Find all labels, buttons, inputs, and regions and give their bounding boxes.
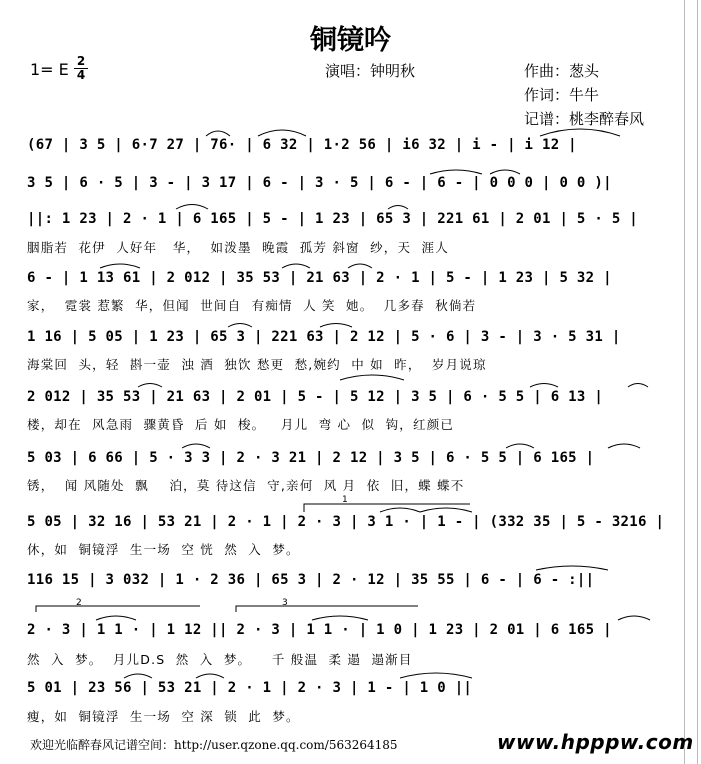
slur xyxy=(312,616,368,620)
margin-rule xyxy=(697,0,698,764)
slur xyxy=(608,444,640,448)
notation-line-2: 3 5 | 6 · 5 | 3 - | 3 17 | 6 - | 3 · 5 | 6 - | 6 - | 0 0 0 | 0 0 )| xyxy=(27,175,612,191)
lyricist-credit: 作词：牛牛 xyxy=(524,86,600,104)
slur xyxy=(320,324,352,328)
margin-rule xyxy=(684,0,685,764)
lyric-line-11: 瘦，如 铜镜浮 生一场 空 深 锁 此 梦。 xyxy=(27,709,300,724)
notation-line-9: 116 15 | 3 032 | 1 · 2 36 | 65 3 | 2 · 12 | 35 55 | 6 - | 6 - :|| xyxy=(27,572,595,588)
slur xyxy=(506,444,534,448)
volta-bracket xyxy=(236,606,418,612)
slur xyxy=(258,130,306,136)
singer-credit: 演唱：钟明秋 xyxy=(325,62,416,80)
notation-line-4: 6 - | 1 13 61 | 2 012 | 35 53 | 21 63 | 2 · 1 | 5 - | 1 23 | 5 32 | xyxy=(27,270,612,286)
slur xyxy=(400,673,472,678)
slur xyxy=(430,170,482,174)
notation-line-7: 5 03 | 6 66 | 5 · 3 3 | 2 · 3 21 | 2 12 | 3 5 | 6 · 5 5 | 6 165 | xyxy=(27,450,595,466)
slur xyxy=(420,508,472,512)
slur xyxy=(282,264,310,268)
lyric-line-8: 休，如 铜镜浮 生一场 空 恍 然 入 梦。 xyxy=(27,542,300,557)
slur xyxy=(530,384,558,388)
lyric-line-6: 楼，却在 风急雨 骤黄昏 后 如 梭。 月儿 弯 心 似 钩，红颜已 xyxy=(27,417,455,432)
slur xyxy=(618,616,650,620)
slur xyxy=(340,375,404,380)
notation-line-1: (67 | 3 5 | 6·7 27 | 76· | 6 32 | 1·2 56 | i6 32 | i - | i 12 | xyxy=(27,137,577,153)
slur xyxy=(490,170,520,174)
lyric-line-10: 然 入 梦。 月儿D.S 然 入 梦。 千 般温 柔 遢 遢渐目 xyxy=(27,652,413,667)
slur xyxy=(540,129,620,136)
key-signature: 1= E xyxy=(30,60,69,79)
lyric-line-5: 海棠回 头，轻 斟一壶 浊 酒 独饮 愁更 愁,婉约 中 如 昨， 岁月说琼 xyxy=(27,357,487,372)
slur xyxy=(388,206,408,210)
lyric-line-3: 胭脂若 花伊 人好年 华， 如泼墨 晚霞 孤芳 斜窗 纱，天 涯人 xyxy=(27,240,449,255)
slur xyxy=(138,384,162,388)
time-signature-top: 2 xyxy=(76,54,86,68)
slur xyxy=(96,616,136,620)
notation-line-6: 2 012 | 35 53 | 21 63 | 2 01 | 5 - | 5 12 | 3 5 | 6 · 5 5 | 6 13 | xyxy=(27,389,604,405)
notation-line-10: 2 · 3 | 1 1 · | 1 12 || 2 · 3 | 1 1 · | 1 0 | 1 23 | 2 01 | 6 165 | xyxy=(27,622,612,638)
slur xyxy=(348,264,372,268)
slur xyxy=(196,674,224,678)
volta-1-label: 1 xyxy=(342,495,348,505)
site-watermark: www.hpppw.com xyxy=(497,730,694,754)
slur xyxy=(176,205,208,210)
volta-bracket xyxy=(36,606,200,612)
song-title: 铜镜吟 xyxy=(310,25,391,56)
slur xyxy=(628,384,648,388)
slur xyxy=(536,566,608,570)
lyric-line-7: 锈， 闻 风随处 飘 泊，莫 待这信 守,亲何 风 月 依 旧，蝶 蝶不 xyxy=(27,478,465,493)
notation-line-8: 5 05 | 32 16 | 53 21 | 2 · 1 | 2 · 3 | 3 1 · | 1 - | (332 35 | 5 - 3216 | xyxy=(27,514,665,530)
slur xyxy=(206,131,230,136)
transcriber-credit: 记谱：桃李醉春风 xyxy=(524,110,645,128)
footer-text: 欢迎光临醉春风记谱空间：http://user.qzone.qq.com/563264185 xyxy=(30,738,398,752)
slur xyxy=(182,444,210,448)
lyric-line-4: 家， 霓裳 惹繁 华，但闻 世间自 有痴情 人 笑 她。 几多春 秋倘若 xyxy=(27,298,477,313)
composer-credit: 作曲：葱头 xyxy=(524,62,600,80)
notation-line-5: 1 16 | 5 05 | 1 23 | 65 3 | 221 63 | 2 12 | 5 · 6 | 3 - | 3 · 5 31 | xyxy=(27,329,621,345)
slur xyxy=(380,508,420,512)
slur xyxy=(124,674,152,678)
time-signature-bottom: 4 xyxy=(76,68,86,82)
volta-3-label: 3 xyxy=(282,598,288,608)
notation-line-3: ||: 1 23 | 2 · 1 | 6 165 | 5 - | 1 23 | 65 3 | 221 61 | 2 01 | 5 · 5 | xyxy=(27,211,639,227)
slur xyxy=(100,264,140,268)
volta-2-label: 2 xyxy=(76,598,82,608)
slur xyxy=(228,324,252,328)
notation-line-11: 5 01 | 23 56 | 53 21 | 2 · 1 | 2 · 3 | 1 - | 1 0 || xyxy=(27,680,473,696)
